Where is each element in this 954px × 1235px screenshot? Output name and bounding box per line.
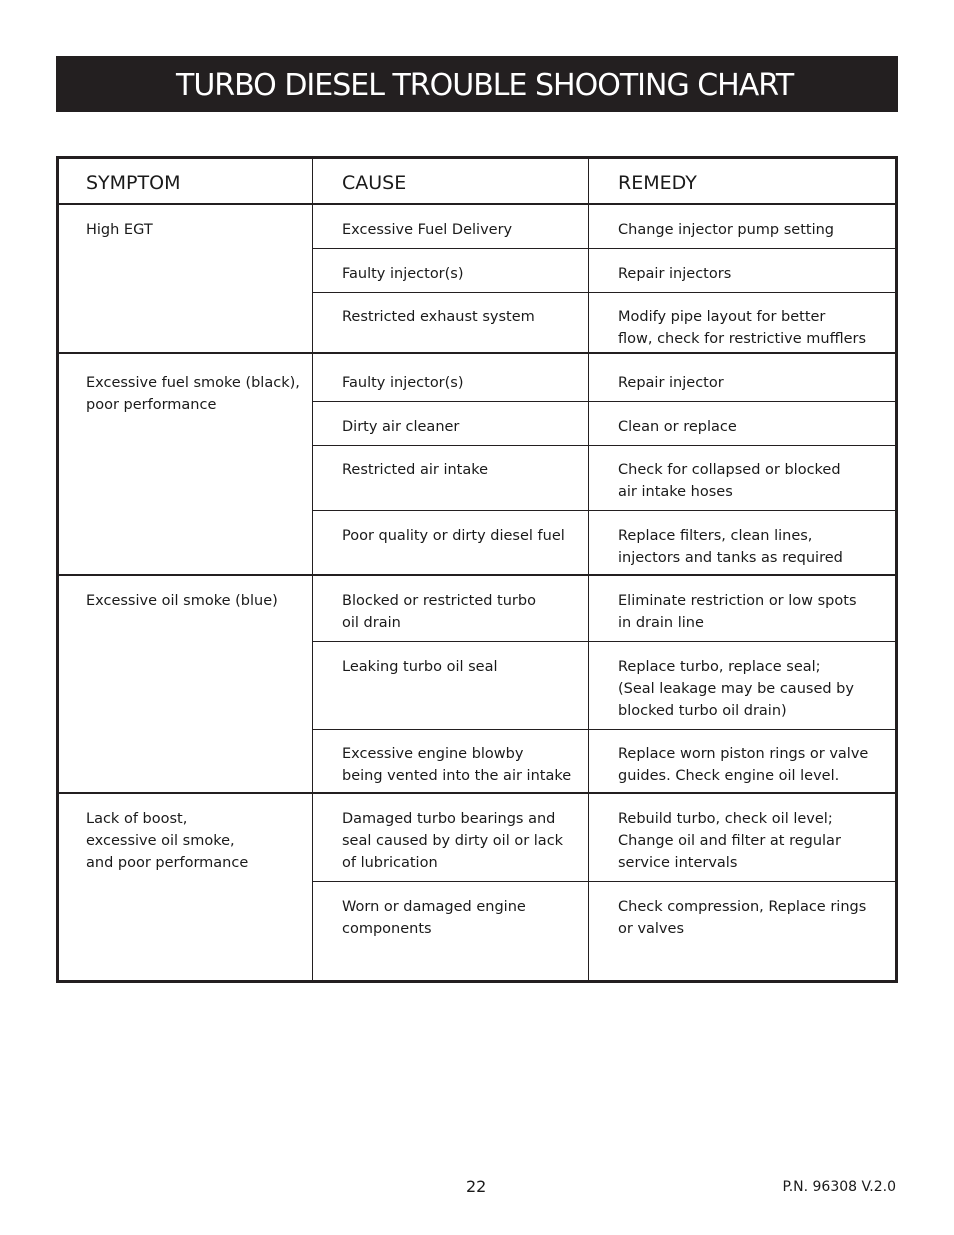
remedy-cell: Eliminate restriction or low spots in drain line [618,593,857,631]
row-divider [313,292,895,293]
cause-cell: Poor quality or dirty diesel fuel [342,528,565,544]
row-divider [313,510,895,511]
cause-cell: Leaking turbo oil seal [342,659,498,675]
trouble-shooting-table [56,156,898,983]
remedy-cell: Check for collapsed or blocked air intake hoses [618,462,841,500]
row-divider [313,881,895,882]
group-divider [59,574,895,576]
cause-cell: Restricted exhaust system [342,309,535,325]
part-number: P.N. 96308 V.2.0 [782,1179,896,1195]
group-divider [59,792,895,794]
header-cause: CAUSE [342,172,407,194]
cause-cell: Faulty injector(s) [342,266,464,282]
remedy-cell: Replace filters, clean lines, injectors and tanks as required [618,528,843,566]
row-divider [313,729,895,730]
remedy-cell: Change injector pump setting [618,222,834,238]
header-divider [59,203,895,205]
cause-cell: Worn or damaged engine components [342,899,526,937]
page-title: TURBO DIESEL TROUBLE SHOOTING CHART [176,68,794,103]
remedy-cell: Modify pipe layout for better flow, check for restrictive mufflers [618,309,867,347]
cause-cell: Blocked or restricted turbo oil drain [342,593,536,631]
title-bar [56,56,898,112]
remedy-cell: Check compression, Replace rings or valves [618,899,867,937]
cause-cell: Faulty injector(s) [342,375,464,391]
remedy-cell: Repair injectors [618,266,732,282]
remedy-cell: Replace worn piston rings or valve guides. Check engine oil level. [618,746,869,784]
group-divider [59,352,895,354]
symptom-cell: High EGT [86,222,153,238]
remedy-cell: Clean or replace [618,419,737,435]
header-symptom: SYMPTOM [86,172,181,194]
row-divider [313,248,895,249]
row-divider [313,401,895,402]
cause-cell: Excessive Fuel Delivery [342,222,513,238]
row-divider [313,445,895,446]
remedy-cell: Rebuild turbo, check oil level; Change oil and filter at regular service intervals [618,811,841,871]
cause-cell: Damaged turbo bearings and seal caused by dirty oil or lack of lubrication [342,811,564,871]
cause-cell: Restricted air intake [342,462,489,478]
remedy-cell: Replace turbo, replace seal; (Seal leakage may be caused by blocked turbo oil drain) [618,659,854,719]
header-remedy: REMEDY [618,172,697,194]
symptom-cell: Excessive oil smoke (blue) [86,593,278,609]
column-divider [588,159,589,980]
cause-cell: Dirty air cleaner [342,419,460,435]
remedy-cell: Repair injector [618,375,724,391]
symptom-cell: Lack of boost, excessive oil smoke, and poor performance [86,811,249,871]
cause-cell: Excessive engine blowby being vented into the air intake [342,746,572,784]
row-divider [313,641,895,642]
page-number: 22 [466,1177,487,1196]
symptom-cell: Excessive fuel smoke (black), poor performance [86,375,300,413]
column-divider [312,159,313,980]
